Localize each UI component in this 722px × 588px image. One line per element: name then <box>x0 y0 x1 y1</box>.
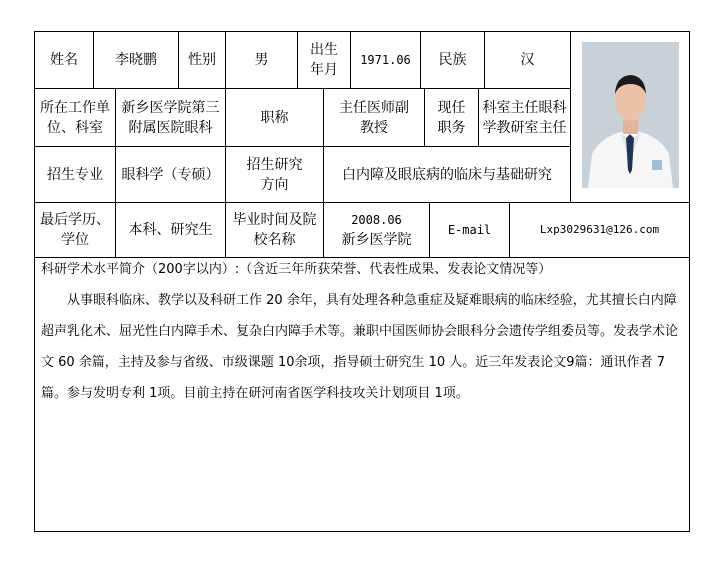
gender-label: 性别 <box>179 32 226 89</box>
ethnicity-value: 汉 <box>485 32 571 89</box>
graduation-school: 新乡医学院 <box>341 232 412 248</box>
research-intro-body: 从事眼科临床、教学以及科研工作 20 余年，具有处理各种急重症及疑难眼病的临床经验，尤其擅长白内障超声乳化术、屈光性白内障手术、复杂白内障手术等。兼职中国医师协会眼科分会遗传学组委员等。发表学术论文 60 余篇，主持及参与省级、市级课题 10余项，指导硕士研究生 10 人。近三年发表论文9篇：通讯作者 7篇。参与发明专利 1项。目前主持在研河南省医学科技攻关计划项目 1项。 <box>41 293 679 401</box>
unit-label: 所在工作单位、科室 <box>35 89 116 147</box>
major-label: 招生专业 <box>35 147 116 203</box>
education-value: 本科、研究生 <box>116 203 226 258</box>
portrait-photo <box>582 42 679 188</box>
profile-table <box>34 31 690 532</box>
research-intro-section <box>35 258 689 532</box>
graduation-value <box>324 203 430 258</box>
major-value: 眼科学（专硕） <box>116 147 226 203</box>
professional-title-value: 主任医师副教授 <box>324 89 425 147</box>
email-label: E-mail <box>430 203 510 258</box>
research-intro-title: 科研学术水平简介（200字以内）:（含近三年所获荣誉、代表性成果、发表论文情况等） <box>41 262 552 277</box>
graduation-date: 2008.06 <box>351 213 402 227</box>
position-label: 现任职务 <box>425 89 479 147</box>
name-label: 姓名 <box>35 32 94 89</box>
position-value: 科室主任眼科学教研室主任 <box>479 89 571 147</box>
unit-value: 新乡医学院第三附属医院眼科 <box>116 89 226 147</box>
name-value: 李晓鹏 <box>94 32 179 89</box>
email-value: Lxp3029631@126.com <box>510 203 689 258</box>
professional-title-label: 职称 <box>226 89 324 147</box>
education-label: 最后学历、学位 <box>35 203 116 258</box>
research-direction-value: 白内障及眼底病的临床与基础研究 <box>324 147 571 203</box>
gender-value: 男 <box>226 32 298 89</box>
birth-label: 出生年月 <box>298 32 351 89</box>
research-direction-label: 招生研究方向 <box>226 147 324 203</box>
graduation-label: 毕业时间及院校名称 <box>226 203 324 258</box>
birth-value: 1971.06 <box>351 32 421 89</box>
ethnicity-label: 民族 <box>421 32 485 89</box>
